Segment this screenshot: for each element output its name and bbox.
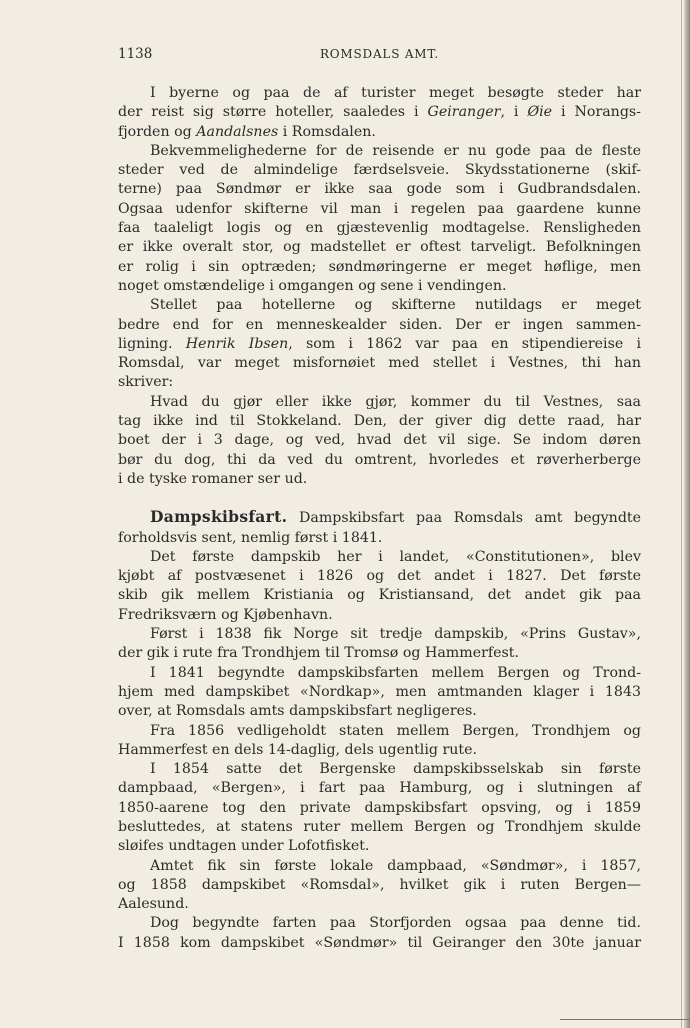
- page-number: 1138: [118, 46, 153, 62]
- section-first-line: Dampskibsfart paa Romsdals amt begyndte: [299, 510, 641, 527]
- text-line: bør du dog, thi da ved du omtrent, hvorledes et røverherberge: [118, 451, 641, 468]
- text-line: der reist sig større hoteller, saaledes i Geiranger, i Øie i Norangs-: [118, 104, 641, 121]
- paragraph: [118, 625, 641, 664]
- text-line: I 1841 begyndte dampskibsfarten mellem Bergen og Trond-: [150, 664, 641, 681]
- text-line: Først i 1838 fik Norge sit tredje dampskib, «Prins Gustav»,: [150, 626, 641, 643]
- text-line: der gik i rute fra Trondhjem til Tromsø og Hammerfest.: [118, 645, 520, 662]
- text-line: noget omstændelige i omgangen og sene i vendingen.: [118, 277, 507, 294]
- text-line: fjorden og Aandalsnes i Romsdalen.: [118, 123, 376, 140]
- text-line: I 1858 kom dampskibet «Søndmør» til Geiranger den 30te januar: [118, 934, 641, 951]
- text-line: skriver:: [118, 374, 174, 391]
- text-line: og 1858 dampskibet «Romsdal», hvilket gik i ruten Bergen—: [118, 876, 641, 893]
- text-line: over, at Romsdals amts dampskibsfart negligeres.: [118, 703, 477, 720]
- text-line: er ikke overalt stor, og madstellet er oftest tarveligt. Befolkningen: [118, 239, 641, 256]
- paragraph: [118, 296, 641, 392]
- text-line: boet der i 3 dage, og ved, hvad det vil sige. Se indom døren: [118, 432, 641, 449]
- bottom-rule: [560, 1019, 690, 1020]
- text-line: bedre end for en menneskealder siden. Der er ingen sammen-: [118, 316, 641, 333]
- text-body: [118, 84, 641, 953]
- text-line: i de tyske romaner ser ud.: [118, 470, 308, 487]
- text-line: Romsdal, var meget misfornøiet med stellet i Vestnes, thi han: [118, 355, 641, 372]
- text-line: tag ikke ind til Stokkeland. Den, der giver dig dette raad, har: [118, 413, 641, 430]
- text-line: besluttedes, at statens ruter mellem Bergen og Trondhjem skulde: [118, 818, 641, 835]
- paragraph: [118, 722, 641, 761]
- text-line: Bekvemmelighederne for de reisende er nu gode paa de fleste: [150, 142, 641, 159]
- paragraph: [118, 84, 641, 142]
- text-line: Ogsaa udenfor skifterne vil man i regelen paa gaardene kunne: [118, 200, 641, 217]
- paragraph: [118, 914, 641, 953]
- paragraph: [118, 760, 641, 856]
- text-line: Det første dampskib her i landet, «Constitutionen», blev: [150, 548, 641, 565]
- text-line: terne) paa Søndmør er ikke saa gode som i Gudbrandsdalen.: [118, 181, 641, 198]
- quote-paragraph: [118, 393, 641, 489]
- section-paragraph: [118, 507, 641, 548]
- text-line: Fredriksværn og Kjøbenhavn.: [118, 606, 333, 623]
- text-line: kjøbt af postvæsenet i 1826 og det andet i 1827. Det første: [118, 568, 641, 585]
- text-line: sløifes undtagen under Lofotfisket.: [118, 838, 370, 855]
- text-line: forholdsvis sent, nemlig først i 1841.: [118, 529, 383, 546]
- text-line: I 1854 satte det Bergenske dampskibsselskab sin første: [150, 761, 641, 778]
- text-line: [118, 507, 641, 528]
- text-line: Hammerfest en dels 14-daglig, dels ugentlig rute.: [118, 741, 478, 758]
- paragraph: [118, 664, 641, 722]
- text-line: dampbaad, «Bergen», i fart paa Hamburg, og i slutningen af: [118, 780, 641, 797]
- text-line: 1850-aarene tog den private dampskibsfart opsving, og i 1859: [118, 799, 641, 816]
- text-line: Stellet paa hotellerne og skifterne nutildags er meget: [150, 297, 641, 314]
- paragraph: [118, 857, 641, 915]
- section-gap: [118, 489, 641, 507]
- text-line: Amtet fik sin første lokale dampbaad, «Søndmør», i 1857,: [150, 857, 641, 874]
- section-heading: Dampskibsfart.: [150, 507, 288, 527]
- text-line: hjem med dampskibet «Nordkap», men amtmanden klager i 1843: [118, 683, 641, 700]
- text-line: steder ved de almindelige færdselsveie. Skydsstationerne (skif-: [118, 162, 641, 179]
- running-head: ROMSDALS AMT.: [319, 47, 440, 61]
- text-line: ligning. Henrik Ibsen, som i 1862 var paa en stipendiereise i: [118, 335, 641, 352]
- paragraph: [118, 142, 641, 296]
- page-edge-shadow: [684, 0, 690, 1028]
- text-line: skib gik mellem Kristiania og Kristiansand, det andet gik paa: [118, 587, 641, 604]
- text-line: Aalesund.: [118, 896, 189, 913]
- page-edge-line: [681, 0, 682, 1028]
- text-line: faa taaleligt logis og en gjæstevenlig modtagelse. Rensligheden: [118, 220, 641, 237]
- text-line: Fra 1856 vedligeholdt staten mellem Bergen, Trondhjem og: [150, 722, 641, 739]
- page-header: [118, 46, 641, 66]
- text-line: Dog begyndte farten paa Storfjorden ogsaa paa denne tid.: [150, 915, 641, 932]
- text-line: er rolig i sin optræden; søndmøringerne er meget høflige, men: [118, 258, 641, 275]
- text-line: I byerne og paa de af turister meget besøgte steder har: [150, 85, 641, 101]
- paragraph: [118, 548, 641, 625]
- text-line: Hvad du gjør eller ikke gjør, kommer du til Vestnes, saa: [150, 393, 641, 410]
